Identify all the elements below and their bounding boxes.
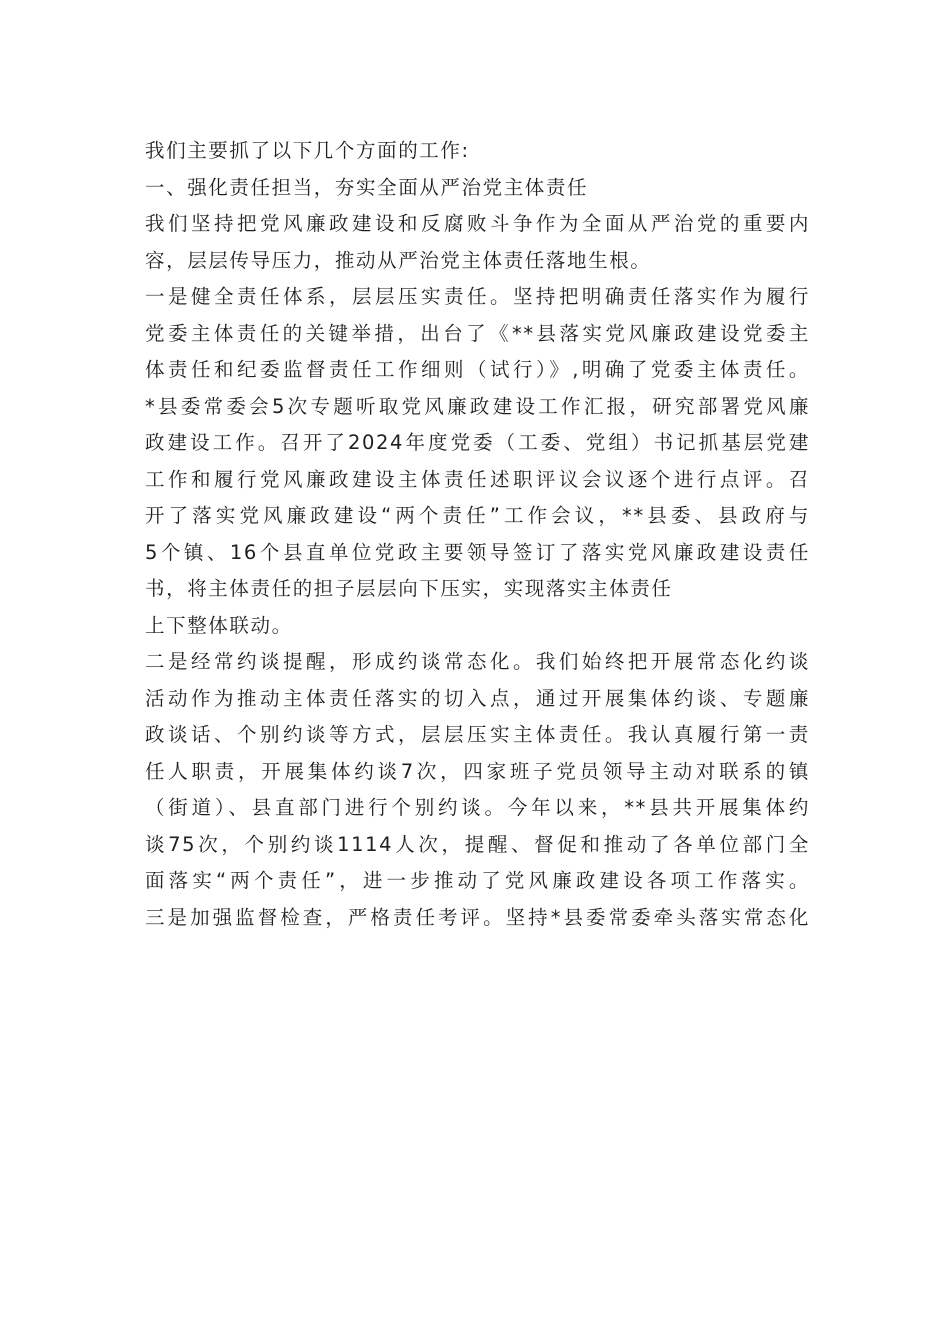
text-line: 面落实“两个责任”，进一步推动了党风廉政建设各项工作落实。 <box>145 869 810 892</box>
text-line: 一、强化责任担当，夯实全面从严治党主体责任 <box>145 175 589 199</box>
text-line: 谈75次，个别约谈1114人次，提醒、督促和推动了各单位部门全 <box>145 832 810 856</box>
text-line: 政谈话、个别约谈等方式，层层压实主体责任。我认真履行第一责 <box>145 723 810 746</box>
text-line: 党委主体责任的关键举措，出台了《**县落实党风廉政建设党委主 <box>145 321 810 345</box>
text-line: 我们坚持把党风廉政建设和反腐败斗争作为全面从严治党的重要内 <box>145 212 810 235</box>
text-line: 上下整体联动。 <box>145 613 293 637</box>
text-line: *县委常委会5次专题听取党风廉政建设工作汇报，研究部署党风廉 <box>145 394 810 418</box>
text-line: 5个镇、16个县直单位党政主要领导签订了落实党风廉政建设责任 <box>145 540 810 564</box>
text-line: 任人职责，开展集体约谈7次，四家班子党员领导主动对联系的镇 <box>145 759 810 783</box>
text-line: 活动作为推动主体责任落实的切入点，通过开展集体约谈、专题廉 <box>145 686 810 710</box>
text-line: 工作和履行党风廉政建设主体责任述职评议会议逐个进行点评。召 <box>145 467 810 491</box>
text-line: 书，将主体责任的担子层层向下压实，实现落实主体责任 <box>145 577 673 600</box>
text-line: 容，层层传导压力，推动从严治党主体责任落地生根。 <box>145 248 652 272</box>
text-line: 二是经常约谈提醒，形成约谈常态化。我们始终把开展常态化约谈 <box>145 650 810 673</box>
text-line: （街道）、县直部门进行个别约谈。今年以来，**县共开展集体约 <box>145 796 810 819</box>
text-line: 开了落实党风廉政建设“两个责任”工作会议，**县委、县政府与 <box>145 504 810 527</box>
document-body <box>145 133 810 936</box>
text-line: 一是健全责任体系，层层压实责任。坚持把明确责任落实作为履行 <box>145 285 810 308</box>
text-line: 体责任和纪委监督责任工作细则（试行）》,明确了党委主体责任。 <box>145 358 810 381</box>
text-line: 政建设工作。召开了2024年度党委（工委、党组）书记抓基层党建 <box>145 431 810 454</box>
text-line: 我们主要抓了以下几个方面的工作: <box>145 139 470 162</box>
text-line: 三是加强监督检查，严格责任考评。坚持*县委常委牵头落实常态化 <box>145 905 810 929</box>
